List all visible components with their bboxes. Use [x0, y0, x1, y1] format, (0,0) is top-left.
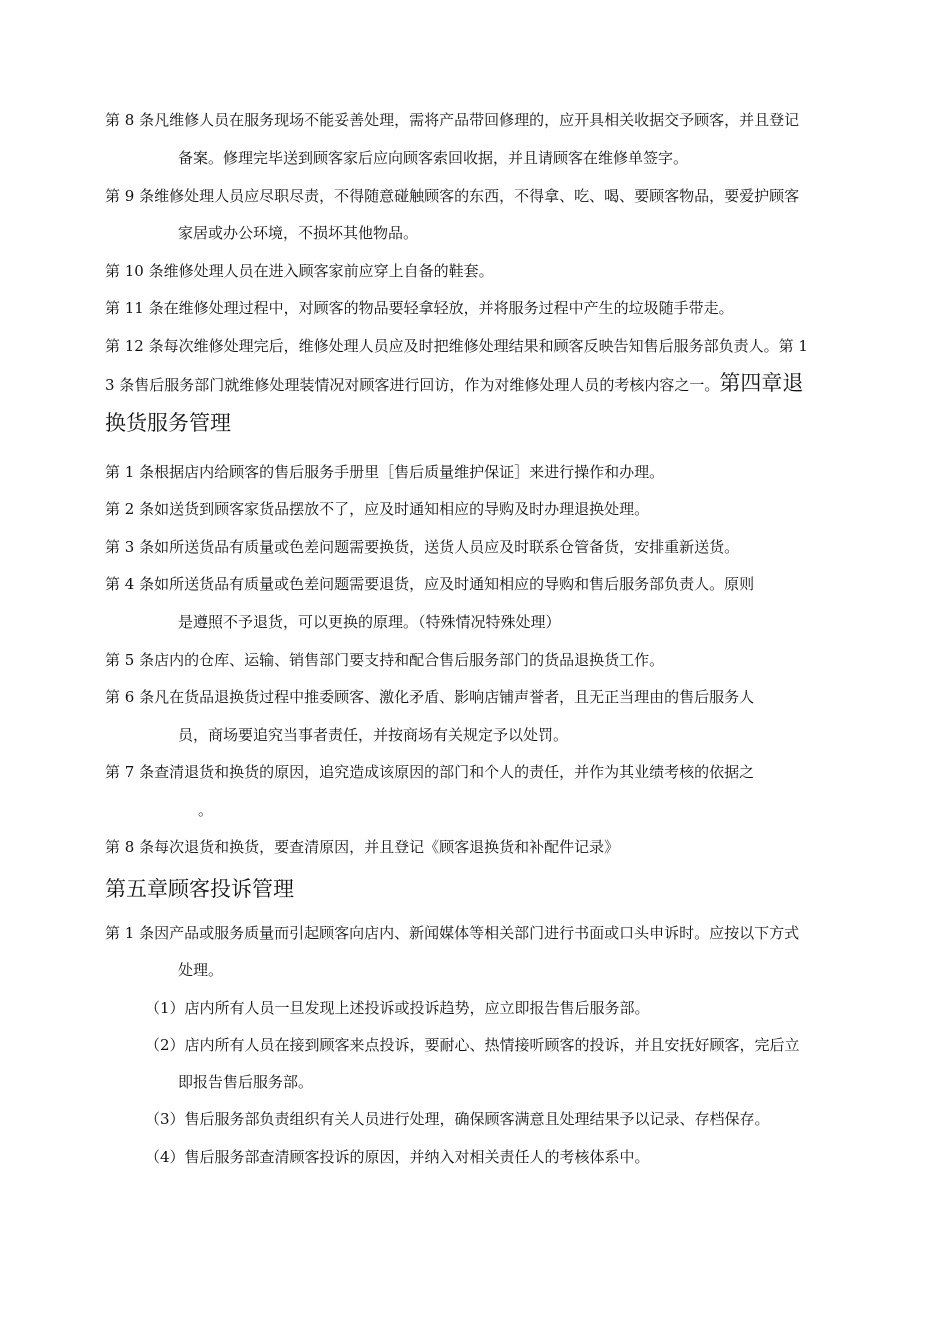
ch4-article-5: 第 5 条店内的仓库、运输、销售部门要支持和配合售后服务部门的货品退换货工作。 [105, 651, 665, 669]
article-12-line-1: 第 12 条每次维修处理完后，维修处理人员应及时把维修处理结果和顾客反映告知售后服务部负责人。第 1 [105, 337, 808, 355]
chapter-4-title-part-2: 换货服务管理 [105, 411, 231, 435]
ch4-article-3: 第 3 条如所送货品有质量或色差问题需要换货，送货人员应及时联系仓管备货，安排重新送货。 [105, 538, 740, 556]
ch4-article-6-line-2: 员，商场要追究当事者责任，并按商场有关规定予以处罚。 [178, 726, 569, 744]
ch4-article-7-line-1: 第 7 条查清退货和换货的原因，追究造成该原因的部门和个人的责任，并作为其业绩考核的依据之 [105, 763, 755, 781]
ch5-item-3: （3）售后服务部负责组织有关人员进行处理，确保顾客满意且处理结果予以记录、存档保存。 [145, 1110, 770, 1128]
ch4-article-8: 第 8 条每次退货和换货，要查清原因，并且登记《顾客退换货和补配件记录》 [105, 838, 620, 856]
article-8-line-2: 备案。修理完毕送到顾客家后应向顾客索回收据，并且请顾客在维修单签字。 [178, 149, 689, 167]
article-11: 第 11 条在维修处理过程中，对顾客的物品要轻拿轻放，并将服务过程中产生的垃圾随手带走。 [105, 299, 734, 317]
ch4-article-1: 第 1 条根据店内给顾客的售后服务手册里［售后质量维护保证］来进行操作和办理。 [105, 463, 665, 481]
ch5-item-2-line-2: 即报告售后服务部。 [178, 1073, 314, 1091]
article-9-line-2: 家居或办公环境，不损坏其他物品。 [178, 224, 419, 242]
chapter-5-title: 第五章顾客投诉管理 [105, 877, 294, 901]
ch4-article-6-line-1: 第 6 条凡在货品退换货过程中推委顾客、激化矛盾、影响店铺声誉者，且无正当理由的售后服务人 [105, 688, 755, 706]
article-9-line-1: 第 9 条维修处理人员应尽职尽责，不得随意碰触顾客的东西，不得拿、吃、喝、要顾客物品，要爱护顾客 [105, 187, 800, 205]
article-12-line-2-with-heading [105, 373, 803, 395]
ch4-article-7-line-2: 。 [198, 801, 214, 819]
ch4-article-4-line-2: 是遵照不予退货，可以更换的原理。（特殊情况特殊处理） [178, 613, 561, 631]
ch4-article-4-line-1: 第 4 条如所送货品有质量或色差问题需要退货，应及时通知相应的导购和售后服务部负责人。原则 [105, 575, 755, 593]
article-10: 第 10 条维修处理人员在进入顾客家前应穿上自备的鞋套。 [105, 262, 494, 280]
ch5-item-2-line-1: （2）店内所有人员在接到顾客来点投诉，要耐心、热情接听顾客的投诉，并且安抚好顾客，完后立 [145, 1036, 800, 1054]
ch5-item-4: （4）售后服务部查清顾客投诉的原因，并纳入对相关责任人的考核体系中。 [145, 1148, 650, 1166]
ch4-article-2: 第 2 条如送货到顾客家货品摆放不了，应及时通知相应的导购及时办理退换处理。 [105, 500, 650, 518]
article-8-line-1: 第 8 条凡维修人员在服务现场不能妥善处理，需将产品带回修理的，应开具相关收据交予顾客，并且登记 [105, 111, 800, 129]
ch5-item-1: （1）店内所有人员一旦发现上述投诉或投诉趋势，应立即报告售后服务部。 [145, 999, 650, 1017]
chapter-4-title-part-1: 第四章退 [719, 371, 804, 395]
article-13-text: 3 条售后服务部门就维修处理装情况对顾客进行回访，作为对维修处理人员的考核内容之一。 [105, 376, 720, 394]
ch5-article-1-line-1: 第 1 条因产品或服务质量而引起顾客向店内、新闻媒体等相关部门进行书面或口头申诉时。应按以下方式 [105, 924, 800, 942]
ch5-article-1-line-2: 处理。 [178, 961, 224, 979]
